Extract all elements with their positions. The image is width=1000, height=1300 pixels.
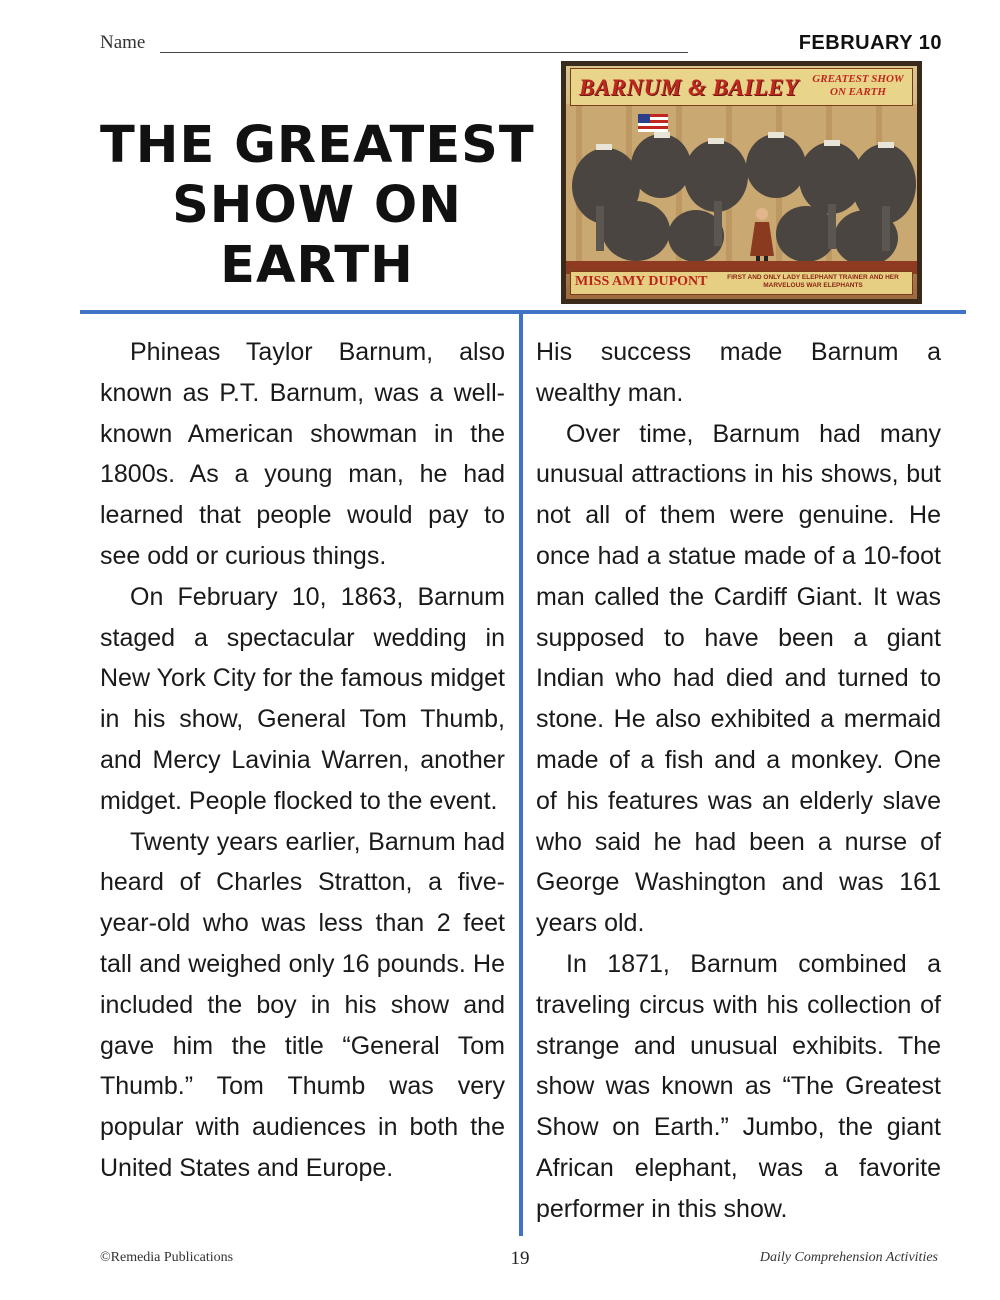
paragraph: His success made Barnum a wealthy man. bbox=[536, 338, 941, 407]
column-divider bbox=[519, 314, 523, 1236]
name-writing-line bbox=[160, 52, 688, 53]
poster-tagline: GREATEST SHOW ON EARTH bbox=[812, 73, 904, 98]
footer-publisher: ©Remedia Publications bbox=[100, 1250, 234, 1265]
paragraph: Twenty years earlier, Barnum had heard of Charles Stratton, a five-year-old who was less than 2 feet tall and weighed only 16 pounds. He included the boy in his show and gave him the title “General Tom Thumb.” Tom Thumb was very popular with audiences in both the United States and Europe. bbox=[100, 827, 505, 1182]
paragraph: In 1871, Barnum combined a traveling circus with his collection of strange and unusual exhibits. The show was known as “The Greatest Show on Earth.” Jumbo, the giant African elephant, was a favorite performer in this show. bbox=[536, 949, 941, 1223]
page-date: FEBRUARY 10 bbox=[798, 32, 942, 54]
paragraph: Phineas Taylor Barnum, also known as P.T. Barnum, was a well-known American showman in the 1800s. As a young man, he had learned that people would pay to see odd or curious things. bbox=[100, 338, 505, 570]
poster-brand: BARNUM & BAILEY bbox=[579, 75, 799, 100]
article-left-column bbox=[100, 332, 505, 1189]
title-line-1: THE GREATEST bbox=[100, 116, 535, 175]
footer-series: Daily Comprehension Activities bbox=[759, 1250, 938, 1265]
title-line-3: EARTH bbox=[220, 236, 414, 295]
poster-caption: FIRST AND ONLY LADY ELEPHANT TRAINER AND HER MARVELOUS WAR ELEPHANTS bbox=[727, 274, 899, 289]
paragraph: Over time, Barnum had many unusual attractions in his shows, but not all of them were genuine. He once had a statue made of a 10-foot man called the Cardiff Giant. It was supposed to have been a giant Indian who had died and turned to stone. He also exhibited a mermaid made of a fish and a monkey. One of his features was an elderly slave who said he had been a nurse of George Washington and was 161 years old. bbox=[536, 419, 941, 938]
page-number: 19 bbox=[510, 1248, 530, 1269]
poster-caption-banner bbox=[570, 271, 913, 295]
poster-title-banner bbox=[570, 68, 913, 106]
name-label: Name bbox=[100, 32, 146, 53]
circus-poster-image bbox=[561, 61, 922, 304]
article-right-column bbox=[536, 332, 941, 1230]
poster-performer: MISS AMY DUPONT bbox=[575, 274, 708, 289]
paragraph: On February 10, 1863, Barnum staged a spectacular wedding in New York City for the famous midget in his show, General Tom Thumb, and Mercy Lavinia Warren, another midget. People flocked to the event. bbox=[100, 582, 505, 815]
page-title bbox=[100, 116, 534, 296]
title-line-2: SHOW ON bbox=[172, 176, 462, 235]
horizontal-divider bbox=[80, 310, 966, 314]
